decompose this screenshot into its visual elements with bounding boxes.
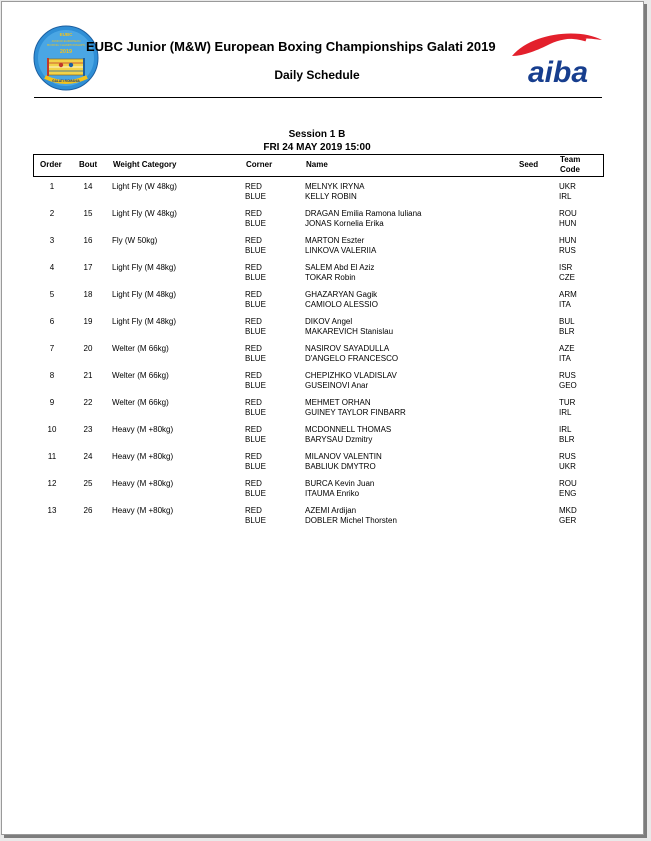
blue-name-cell: TOKAR Robin xyxy=(305,273,356,282)
blue-team-cell: BLR xyxy=(559,327,575,336)
red-corner-cell: RED xyxy=(245,452,262,461)
header-team-code-line2: Code xyxy=(560,165,580,174)
blue-name-cell: ITAUMA Enriko xyxy=(305,489,360,498)
order-cell: 9 xyxy=(49,398,55,407)
red-corner-cell: RED xyxy=(245,317,262,326)
header-corner: Corner xyxy=(246,160,273,169)
blue-corner-cell: BLUE xyxy=(245,381,266,390)
blue-corner-cell: BLUE xyxy=(245,462,266,471)
order-cell: 13 xyxy=(47,506,57,515)
bout-cell: 20 xyxy=(83,344,93,353)
weight-category-cell: Light Fly (W 48kg) xyxy=(112,182,177,191)
header-name: Name xyxy=(306,160,328,169)
blue-team-cell: HUN xyxy=(559,219,577,228)
order-cell: 7 xyxy=(49,344,55,353)
document-page xyxy=(1,1,644,835)
header-seed: Seed xyxy=(519,160,539,169)
red-corner-cell: RED xyxy=(245,344,262,353)
blue-corner-cell: BLUE xyxy=(245,327,266,336)
order-cell: 6 xyxy=(49,317,55,326)
blue-name-cell: KELLY ROBIN xyxy=(305,192,357,201)
blue-team-cell: ITA xyxy=(559,300,571,309)
red-team-cell: UKR xyxy=(559,182,576,191)
order-cell: 3 xyxy=(49,236,55,245)
order-cell: 11 xyxy=(47,452,57,461)
red-corner-cell: RED xyxy=(245,371,262,380)
table-row xyxy=(33,209,602,233)
red-team-cell: BUL xyxy=(559,317,575,326)
blue-corner-cell: BLUE xyxy=(245,489,266,498)
bout-cell: 26 xyxy=(83,506,93,515)
bout-cell: 15 xyxy=(83,209,93,218)
order-cell: 2 xyxy=(49,209,55,218)
table-row xyxy=(33,371,602,395)
blue-team-cell: BLR xyxy=(559,435,575,444)
blue-team-cell: CZE xyxy=(559,273,575,282)
blue-corner-cell: BLUE xyxy=(245,408,266,417)
bout-cell: 17 xyxy=(83,263,93,272)
red-corner-cell: RED xyxy=(245,506,262,515)
blue-name-cell: LINKOVA VALERIIA xyxy=(305,246,377,255)
blue-team-cell: RUS xyxy=(559,246,576,255)
blue-name-cell: DOBLER Michel Thorsten xyxy=(305,516,397,525)
red-team-cell: ARM xyxy=(559,290,577,299)
weight-category-cell: Welter (M 66kg) xyxy=(112,344,169,353)
red-name-cell: MCDONNELL THOMAS xyxy=(305,425,392,434)
red-name-cell: GHAZARYAN Gagik xyxy=(305,290,378,299)
blue-name-cell: BABLIUK DMYTRO xyxy=(305,462,376,471)
red-name-cell: AZEMI Ardijan xyxy=(305,506,357,515)
blue-corner-cell: BLUE xyxy=(245,516,266,525)
red-name-cell: NASIROV SAYADULLA xyxy=(305,344,390,353)
table-row xyxy=(33,236,602,260)
blue-name-cell: GUINEY TAYLOR FINBARR xyxy=(305,408,406,417)
aiba-logo xyxy=(510,30,604,86)
bout-cell: 25 xyxy=(83,479,93,488)
table-row xyxy=(33,506,602,530)
blue-corner-cell: BLUE xyxy=(245,300,266,309)
svg-text:BOXING CHAMPIONSHIPS: BOXING CHAMPIONSHIPS xyxy=(47,43,85,47)
table-row xyxy=(33,263,602,287)
red-corner-cell: RED xyxy=(245,290,262,299)
red-team-cell: ISR xyxy=(559,263,573,272)
blue-name-cell: GUSEINOVI Anar xyxy=(305,381,369,390)
header-weight-category: Weight Category xyxy=(113,160,177,169)
weight-category-cell: Heavy (M +80kg) xyxy=(112,425,174,434)
order-cell: 1 xyxy=(49,182,55,191)
red-team-cell: MKD xyxy=(559,506,577,515)
bout-cell: 18 xyxy=(83,290,93,299)
red-name-cell: DRAGAN Emilia Ramona Iuliana xyxy=(305,209,422,218)
header-bout: Bout xyxy=(79,160,98,169)
blue-corner-cell: BLUE xyxy=(245,219,266,228)
document-title: EUBC Junior (M&W) European Boxing Championships Galati 2019 xyxy=(86,39,496,54)
order-cell: 4 xyxy=(49,263,55,272)
weight-category-cell: Welter (M 66kg) xyxy=(112,398,169,407)
weight-category-cell: Light Fly (M 48kg) xyxy=(112,263,177,272)
blue-corner-cell: BLUE xyxy=(245,435,266,444)
table-row xyxy=(33,452,602,476)
order-cell: 5 xyxy=(49,290,55,299)
bout-cell: 23 xyxy=(83,425,93,434)
bout-cell: 19 xyxy=(83,317,93,326)
session-name: Session 1 B xyxy=(288,129,346,140)
blue-team-cell: ENG xyxy=(559,489,577,498)
blue-corner-cell: BLUE xyxy=(245,354,266,363)
red-corner-cell: RED xyxy=(245,425,262,434)
red-corner-cell: RED xyxy=(245,263,262,272)
header-divider xyxy=(34,97,602,98)
blue-team-cell: ITA xyxy=(559,354,571,363)
red-corner-cell: RED xyxy=(245,209,262,218)
blue-name-cell: BARYSAU Dzmitry xyxy=(305,435,373,444)
blue-corner-cell: BLUE xyxy=(245,246,266,255)
table-row xyxy=(33,479,602,503)
red-team-cell: IRL xyxy=(559,425,572,434)
aiba-logo-text: aiba xyxy=(527,56,589,86)
order-cell: 12 xyxy=(47,479,57,488)
weight-category-cell: Fly (W 50kg) xyxy=(112,236,158,245)
svg-text:2019: 2019 xyxy=(59,49,73,55)
red-name-cell: MARTON Eszter xyxy=(305,236,365,245)
blue-name-cell: D'ANGELO FRANCESCO xyxy=(305,354,399,363)
red-name-cell: BURCA Kevin Juan xyxy=(305,479,375,488)
red-corner-cell: RED xyxy=(245,398,262,407)
weight-category-cell: Heavy (M +80kg) xyxy=(112,479,174,488)
weight-category-cell: Heavy (M +80kg) xyxy=(112,506,174,515)
table-row xyxy=(33,290,602,314)
blue-team-cell: GEO xyxy=(559,381,577,390)
bout-cell: 24 xyxy=(83,452,93,461)
header-team-code-line1: Team xyxy=(560,155,581,164)
document-subtitle: Daily Schedule xyxy=(274,68,360,82)
red-corner-cell: RED xyxy=(245,236,262,245)
red-name-cell: CHEPIZHKO VLADISLAV xyxy=(305,371,397,380)
blue-corner-cell: BLUE xyxy=(245,273,266,282)
bout-cell: 21 xyxy=(83,371,93,380)
table-row xyxy=(33,317,602,341)
weight-category-cell: Welter (M 66kg) xyxy=(112,371,169,380)
red-team-cell: TUR xyxy=(559,398,576,407)
svg-text:GALATI ROMANIA: GALATI ROMANIA xyxy=(52,79,80,83)
svg-text:EUBC: EUBC xyxy=(59,32,73,37)
red-team-cell: HUN xyxy=(559,236,577,245)
bout-cell: 22 xyxy=(83,398,93,407)
red-corner-cell: RED xyxy=(245,182,262,191)
table-row xyxy=(33,182,602,206)
order-cell: 8 xyxy=(49,371,55,380)
weight-category-cell: Light Fly (M 48kg) xyxy=(112,317,177,326)
svg-text:JUNIOR EUROPEAN: JUNIOR EUROPEAN xyxy=(51,39,81,43)
blue-team-cell: GER xyxy=(559,516,577,525)
table-row xyxy=(33,425,602,449)
order-cell: 10 xyxy=(47,425,57,434)
bout-cell: 16 xyxy=(83,236,93,245)
bout-cell: 14 xyxy=(83,182,93,191)
red-team-cell: AZE xyxy=(559,344,575,353)
red-corner-cell: RED xyxy=(245,479,262,488)
table-row xyxy=(33,344,602,368)
blue-name-cell: MAKAREVICH Stanislau xyxy=(305,327,394,336)
red-team-cell: RUS xyxy=(559,371,576,380)
weight-category-cell: Light Fly (W 48kg) xyxy=(112,209,177,218)
blue-team-cell: UKR xyxy=(559,462,576,471)
red-name-cell: MEHMET ORHAN xyxy=(305,398,371,407)
table-header xyxy=(33,154,604,177)
table-row xyxy=(33,398,602,422)
red-name-cell: SALEM Abd El Aziz xyxy=(305,263,375,272)
red-name-cell: MELNYK IRYNA xyxy=(305,182,365,191)
weight-category-cell: Light Fly (M 48kg) xyxy=(112,290,177,299)
red-team-cell: ROU xyxy=(559,209,577,218)
blue-corner-cell: BLUE xyxy=(245,192,266,201)
red-team-cell: RUS xyxy=(559,452,576,461)
weight-category-cell: Heavy (M +80kg) xyxy=(112,452,174,461)
red-team-cell: ROU xyxy=(559,479,577,488)
blue-name-cell: CAMIOLO ALESSIO xyxy=(305,300,378,309)
session-datetime: FRI 24 MAY 2019 15:00 xyxy=(263,142,371,153)
red-name-cell: MILANOV VALENTIN xyxy=(305,452,382,461)
header-order: Order xyxy=(40,160,62,169)
blue-team-cell: IRL xyxy=(559,408,572,417)
blue-team-cell: IRL xyxy=(559,192,572,201)
red-name-cell: DIKOV Angel xyxy=(305,317,353,326)
blue-name-cell: JONAS Kornelia Erika xyxy=(305,219,384,228)
